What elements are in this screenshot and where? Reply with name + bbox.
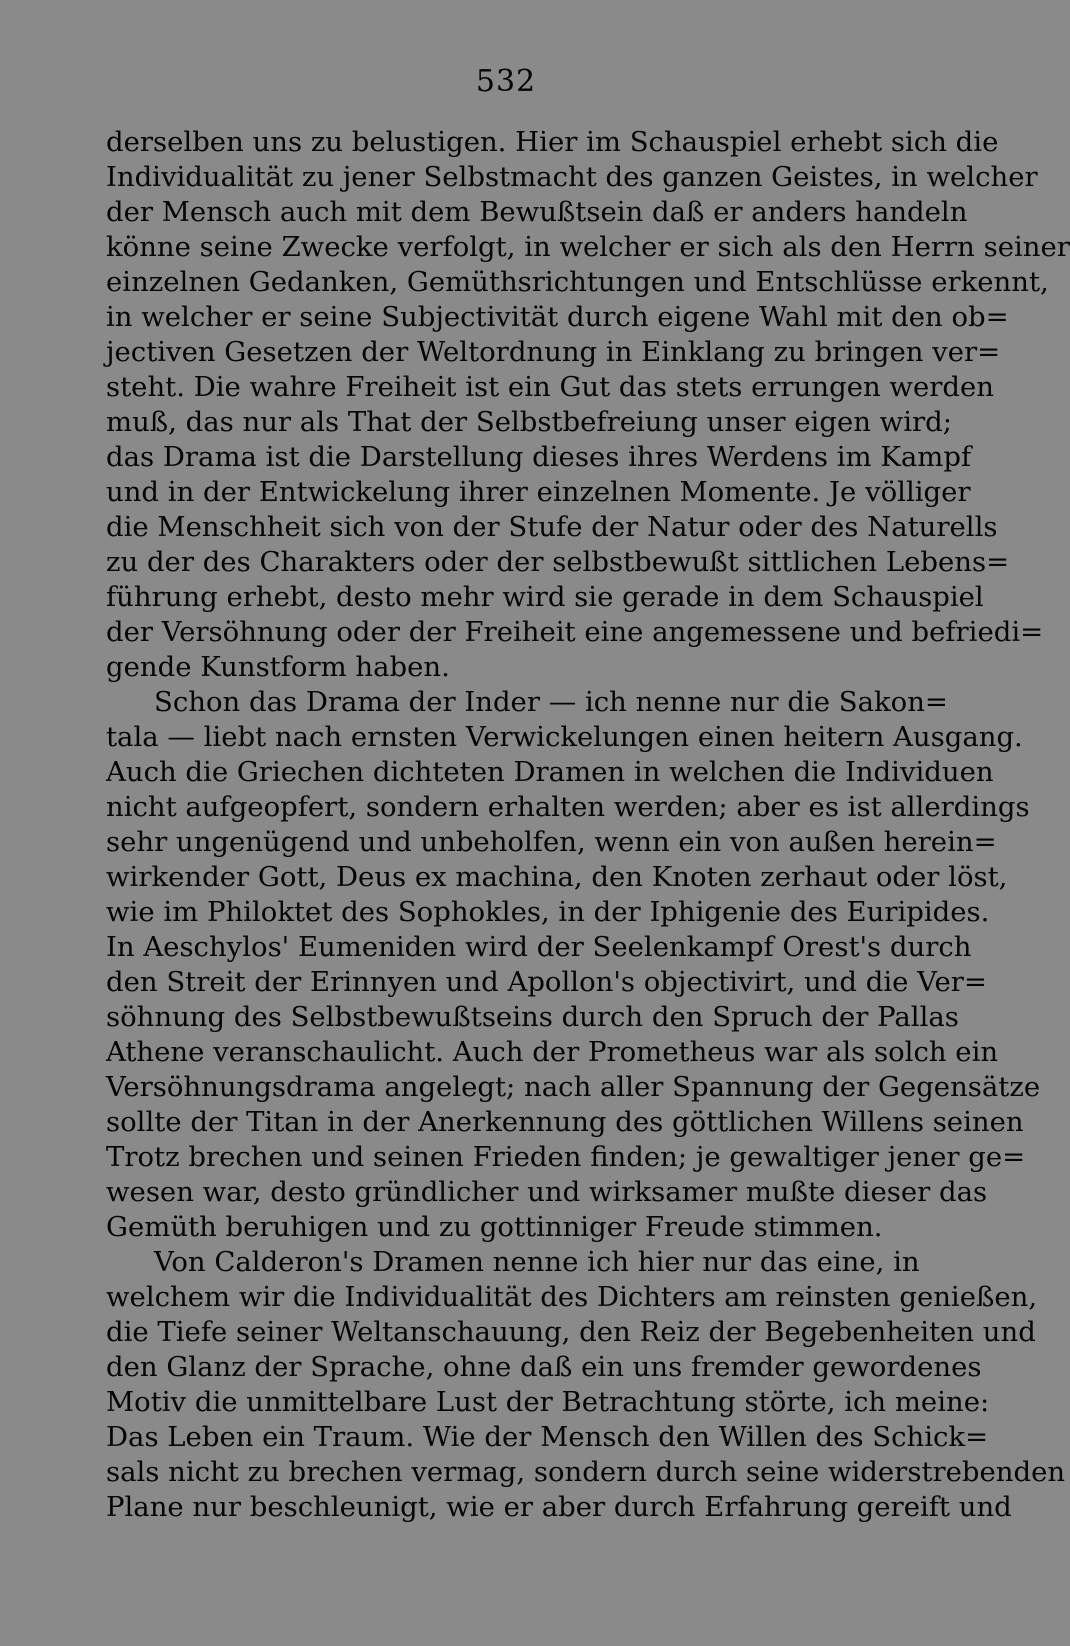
text-line: steht. Die wahre Freiheit ist ein Gut das stets errungen werden bbox=[106, 371, 994, 403]
text-line: die Menschheit sich von der Stufe der Natur oder des Naturells bbox=[106, 511, 998, 543]
text-line: Gemüth beruhigen und zu gottinniger Freude stimmen. bbox=[106, 1211, 883, 1243]
text-line: Plane nur beschleunigt, wie er aber durch Erfahrung gereift und bbox=[106, 1491, 1012, 1523]
paragraph-1 bbox=[106, 125, 1070, 685]
text-line: und in der Entwickelung ihrer einzelnen Momente. Je völliger bbox=[106, 476, 971, 508]
text-line: derselben uns zu belustigen. Hier im Schauspiel erhebt sich die bbox=[106, 126, 999, 158]
text-line: Athene veranschaulicht. Auch der Prometheus war als solch ein bbox=[106, 1036, 999, 1068]
text-line: Individualität zu jener Selbstmacht des ganzen Geistes, in welcher bbox=[106, 161, 1038, 193]
text-line: wirkender Gott, Deus ex machina, den Knoten zerhaut oder löst, bbox=[106, 861, 1008, 893]
text-line: Versöhnungsdrama angelegt; nach aller Spannung der Gegensätze bbox=[106, 1071, 1041, 1103]
text-line: das Drama ist die Darstellung dieses ihres Werdens im Kampf bbox=[106, 441, 972, 473]
text-line: den Streit der Erinnyen und Apollon's objectivirt, und die Ver= bbox=[106, 966, 987, 998]
text-line: wie im Philoktet des Sophokles, in der Iphigenie des Euripides. bbox=[106, 896, 990, 928]
text-line: Schon das Drama der Inder — ich nenne nur die Sakon= bbox=[154, 686, 948, 718]
text-line: tala — liebt nach ernsten Verwickelungen einen heitern Ausgang. bbox=[106, 721, 1023, 753]
text-line: Trotz brechen und seinen Frieden finden; je gewaltiger jener ge= bbox=[106, 1141, 1026, 1173]
text-line: Das Leben ein Traum. Wie der Mensch den Willen des Schick= bbox=[106, 1421, 989, 1453]
text-line: gende Kunstform haben. bbox=[106, 651, 450, 683]
text-line: welchem wir die Individualität des Dichters am reinsten genießen, bbox=[106, 1281, 1038, 1313]
text-line: sehr ungenügend und unbeholfen, wenn ein von außen herein= bbox=[106, 826, 997, 858]
text-line: sals nicht zu brechen vermag, sondern durch seine widerstrebenden bbox=[106, 1456, 1066, 1488]
text-line: Von Calderon's Dramen nenne ich hier nur das eine, in bbox=[154, 1246, 920, 1278]
text-line: die Tiefe seiner Weltanschauung, den Reiz der Begebenheiten und bbox=[106, 1316, 1036, 1348]
text-line: muß, das nur als That der Selbstbefreiung unser eigen wird; bbox=[106, 406, 953, 438]
text-line: in welcher er seine Subjectivität durch eigene Wahl mit den ob= bbox=[106, 301, 1009, 333]
text-line: jectiven Gesetzen der Weltordnung in Einklang zu bringen ver= bbox=[106, 336, 1001, 368]
body-text bbox=[106, 125, 1070, 1525]
text-line: In Aeschylos' Eumeniden wird der Seelenkampf Orest's durch bbox=[106, 931, 972, 963]
text-line: könne seine Zwecke verfolgt, in welcher er sich als den Herrn seiner bbox=[106, 231, 1070, 263]
text-line: sollte der Titan in der Anerkennung des göttlichen Willens seinen bbox=[106, 1106, 1024, 1138]
page-number: 532 bbox=[475, 64, 537, 99]
text-line: den Glanz der Sprache, ohne daß ein uns fremder gewordenes bbox=[106, 1351, 982, 1383]
paragraph-2 bbox=[106, 685, 1041, 1245]
text-line: der Mensch auch mit dem Bewußtsein daß er anders handeln bbox=[106, 196, 968, 228]
text-line: nicht aufgeopfert, sondern erhalten werden; aber es ist allerdings bbox=[106, 791, 1030, 823]
text-line: führung erhebt, desto mehr wird sie gerade in dem Schauspiel bbox=[106, 581, 984, 613]
text-line: Auch die Griechen dichteten Dramen in welchen die Individuen bbox=[106, 756, 994, 788]
text-line: Motiv die unmittelbare Lust der Betrachtung störte, ich meine: bbox=[106, 1386, 990, 1418]
text-line: wesen war, desto gründlicher und wirksamer mußte dieser das bbox=[106, 1176, 988, 1208]
text-line: einzelnen Gedanken, Gemüthsrichtungen und Entschlüsse erkennt, bbox=[106, 266, 1049, 298]
paragraph-3 bbox=[106, 1245, 1066, 1525]
text-line: zu der des Charakters oder der selbstbewußt sittlichen Lebens= bbox=[106, 546, 1010, 578]
text-line: söhnung des Selbstbewußtseins durch den Spruch der Pallas bbox=[106, 1001, 959, 1033]
text-line: der Versöhnung oder der Freiheit eine angemessene und befriedi= bbox=[106, 616, 1044, 648]
